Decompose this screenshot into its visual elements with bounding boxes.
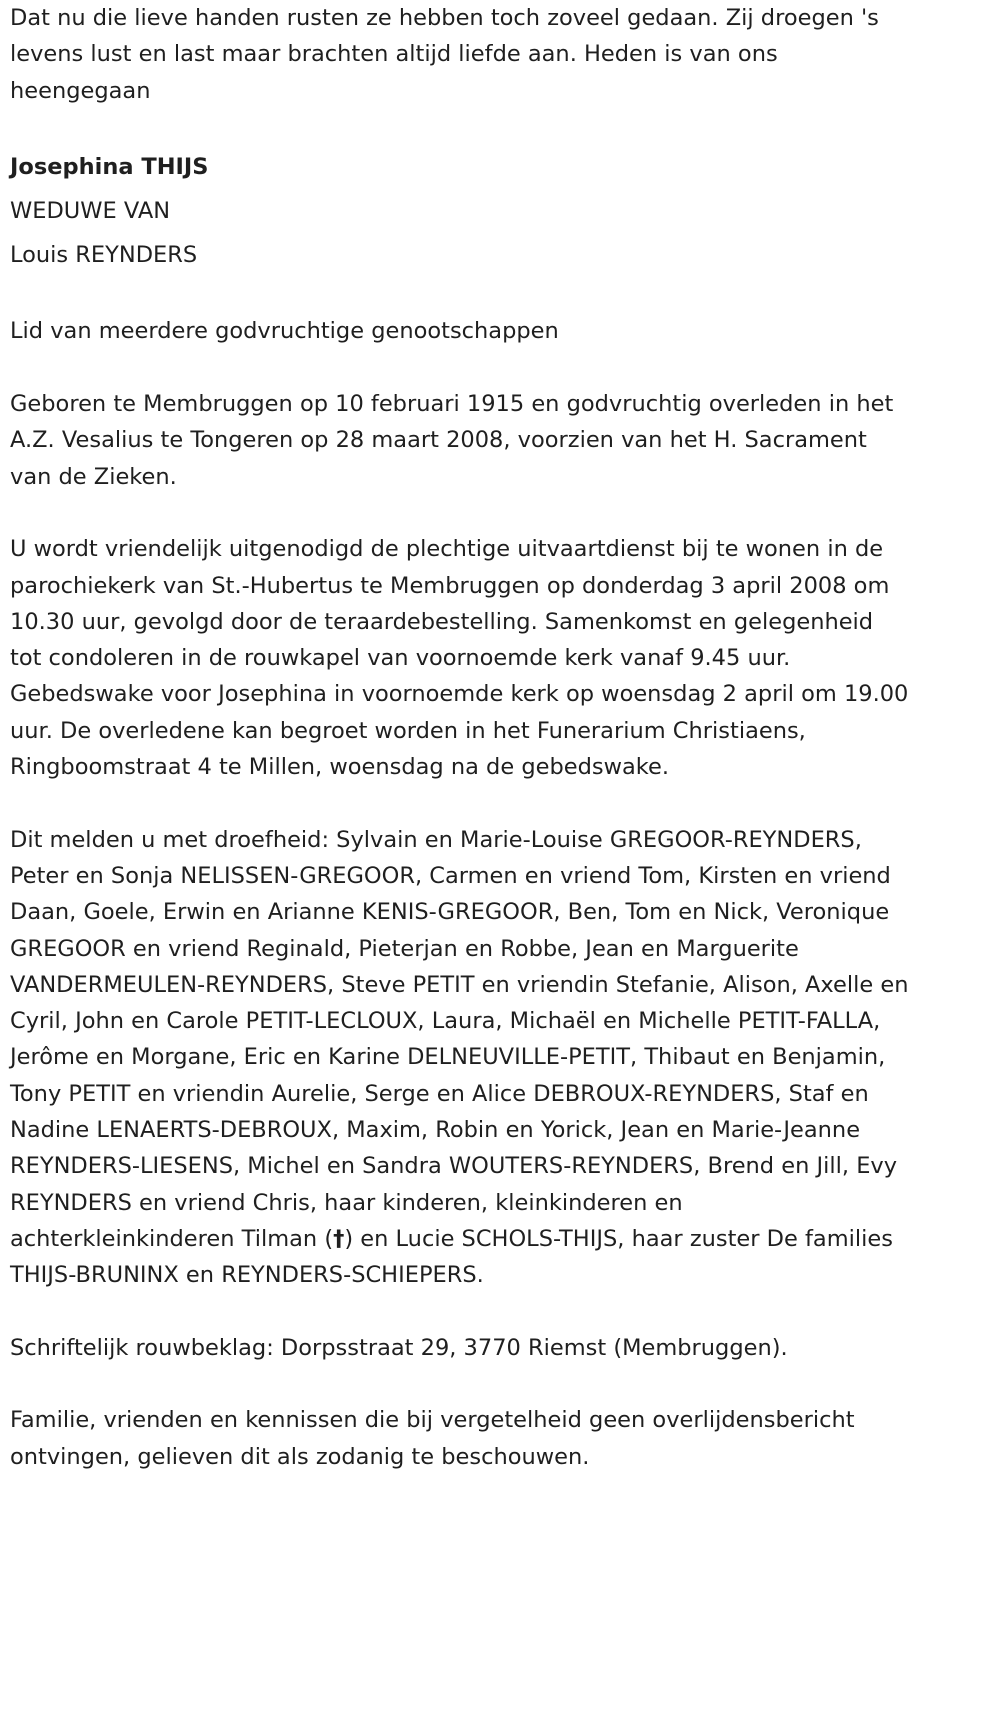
closing-text: Familie, vrienden en kennissen die bij vergetelheid geen overlijdensbericht ontvingen, gelieven dit als zodanig te beschouwen. [10,1407,855,1470]
widow-label: WEDUWE VAN [10,198,171,225]
family-text-part2: ) en Lucie SCHOLS-THIJS, haar zuster De families THIJS-BRUNINX en REYNDERS-SCHIEPERS. [10,1225,893,1289]
family-text [10,822,910,1294]
spacer [10,1366,910,1402]
birth-death-text: Geboren te Membruggen op 10 februari 1915 en godvruchtig overleden in het A.Z. Vesalius te Tongeren op 28 maart 2008, voorzien van het H. Sacrament van de Zieken. [10,391,894,490]
spacer [10,1294,910,1330]
condolence-address: Schriftelijk rouwbeklag: Dorpsstraat 29, 3770 Riemst (Membruggen). [10,1334,788,1361]
spacer [10,350,910,386]
obituary-notice [10,0,910,1475]
intro-text: Dat nu die lieve handen rusten ze hebben toch zoveel gedaan. Zij droegen 's levens lust en last maar brachten altijd liefde aan. Heden is van ons heengegaan [10,5,879,104]
deceased-name: Josephina THIJS [10,154,209,181]
spouse-name: Louis REYNDERS [10,242,198,269]
spacer [10,495,910,531]
cross-icon: † [333,1225,345,1252]
spacer [10,277,910,313]
membership-text: Lid van meerdere godvruchtige genootschappen [10,318,559,345]
family-text-part1: Dit melden u met droefheid: Sylvain en Marie-Louise GREGOOR-REYNDERS, Peter en Sonja NELISSEN-GREGOOR, Carmen en vriend Tom, Kirsten en vriend Daan, Goele, Erwin en Arianne KENIS-GREGOOR, Ben, Tom en Nick, Veronique GREGOOR en vriend Reginald, Pieterjan en Robbe, Jean en Marguerite VANDERMEULEN-REYNDERS, Steve PETIT en vriendin Stefanie, Alison, Axelle en Cyril, John en Carole PETIT-LECLOUX, Laura, Michaël en Michelle PETIT-FALLA, Jerôme en Morgane, Eric en Karine DELNEUVILLE-PETIT, Thibaut en Benjamin, Tony PETIT en vriendin Aurelie, Serge en Alice DEBROUX-REYNDERS, Staf en Nadine LENAERTS-DEBROUX, Maxim, Robin en Yorick, Jean en Marie-Jeanne REYNDERS-LIESENS, Michel en Sandra WOUTERS-REYNDERS, Brend en Jill, Evy REYNDERS en vriend Chris, haar kinderen, kleinkinderen en achterkleinkinderen Tilman ( [10,826,909,1252]
funeral-text: U wordt vriendelijk uitgenodigd de plechtige uitvaartdienst bij te wonen in de parochiekerk van St.-Hubertus te Membruggen op donderdag 3 april 2008 om 10.30 uur, gevolgd door de teraardebestelling. Samenkomst en gelegenheid tot condoleren in de rouwkapel van voornoemde kerk vanaf 9.45 uur. Gebedswake voor Josephina in voornoemde kerk op woensdag 2 april om 19.00 uur. De overledene kan begroet worden in het Funerarium Christiaens, Ringboomstraat 4 te Millen, woensdag na de gebedswake. [10,536,909,781]
spacer [10,785,910,821]
spacer [10,109,910,145]
